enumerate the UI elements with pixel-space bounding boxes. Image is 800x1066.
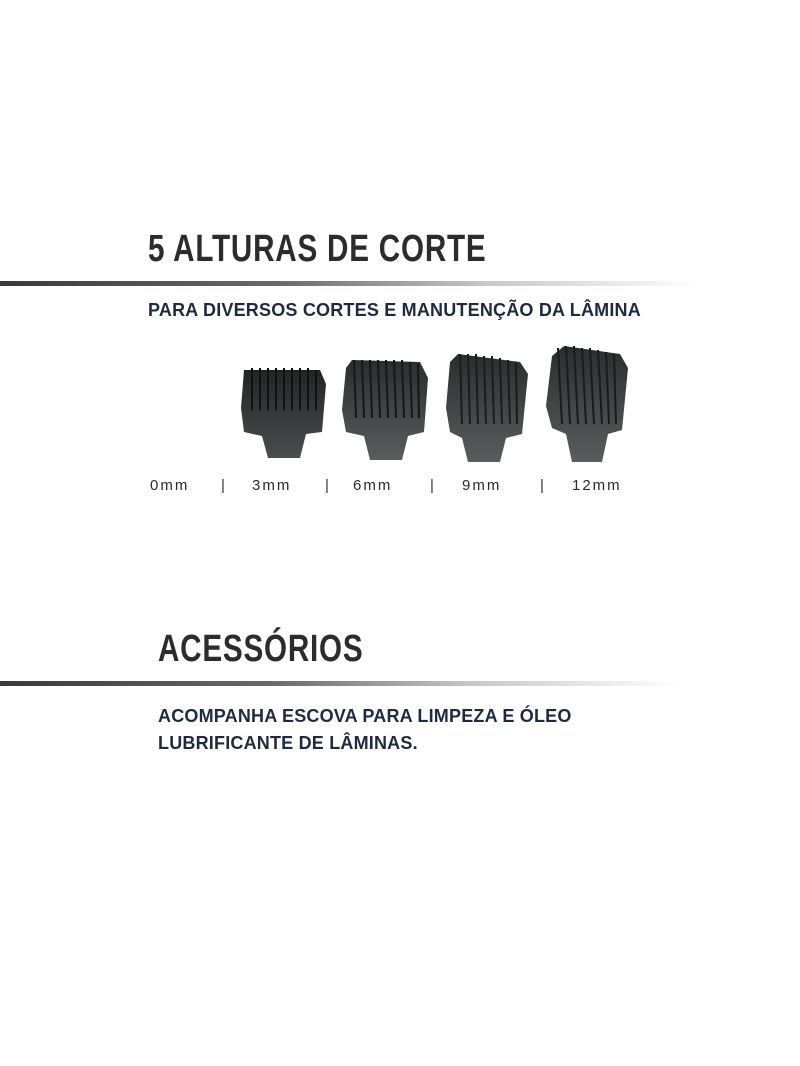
section-title-accessories: ACESSÓRIOS: [158, 628, 364, 670]
size-label: 9mm: [462, 477, 502, 494]
divider-rule: [0, 281, 700, 286]
accessories-description: [158, 703, 572, 757]
comb-3mm-icon: [241, 368, 326, 458]
size-label: 3mm: [252, 477, 292, 494]
size-label: 6mm: [353, 477, 393, 494]
cutting-heights-labels: [0, 477, 800, 499]
label-separator: |: [221, 477, 225, 494]
divider-rule: [0, 681, 680, 686]
description-line: LUBRIFICANTE DE LÂMINAS.: [158, 733, 418, 753]
size-label: 12mm: [572, 477, 622, 494]
comb-9mm-icon: [446, 354, 528, 462]
comb-6mm-icon: [342, 360, 428, 460]
comb-12mm-icon: [546, 346, 628, 462]
description-line: ACOMPANHA ESCOVA PARA LIMPEZA E ÓLEO: [158, 706, 572, 726]
section-title-cutting-heights: 5 ALTURAS DE CORTE: [148, 228, 487, 270]
label-separator: |: [325, 477, 329, 494]
comb-guards-image: [0, 340, 800, 470]
section-subtitle: PARA DIVERSOS CORTES E MANUTENÇÃO DA LÂMINA: [148, 300, 641, 320]
label-separator: |: [540, 477, 544, 494]
size-label: 0mm: [150, 477, 190, 494]
label-separator: |: [430, 477, 434, 494]
